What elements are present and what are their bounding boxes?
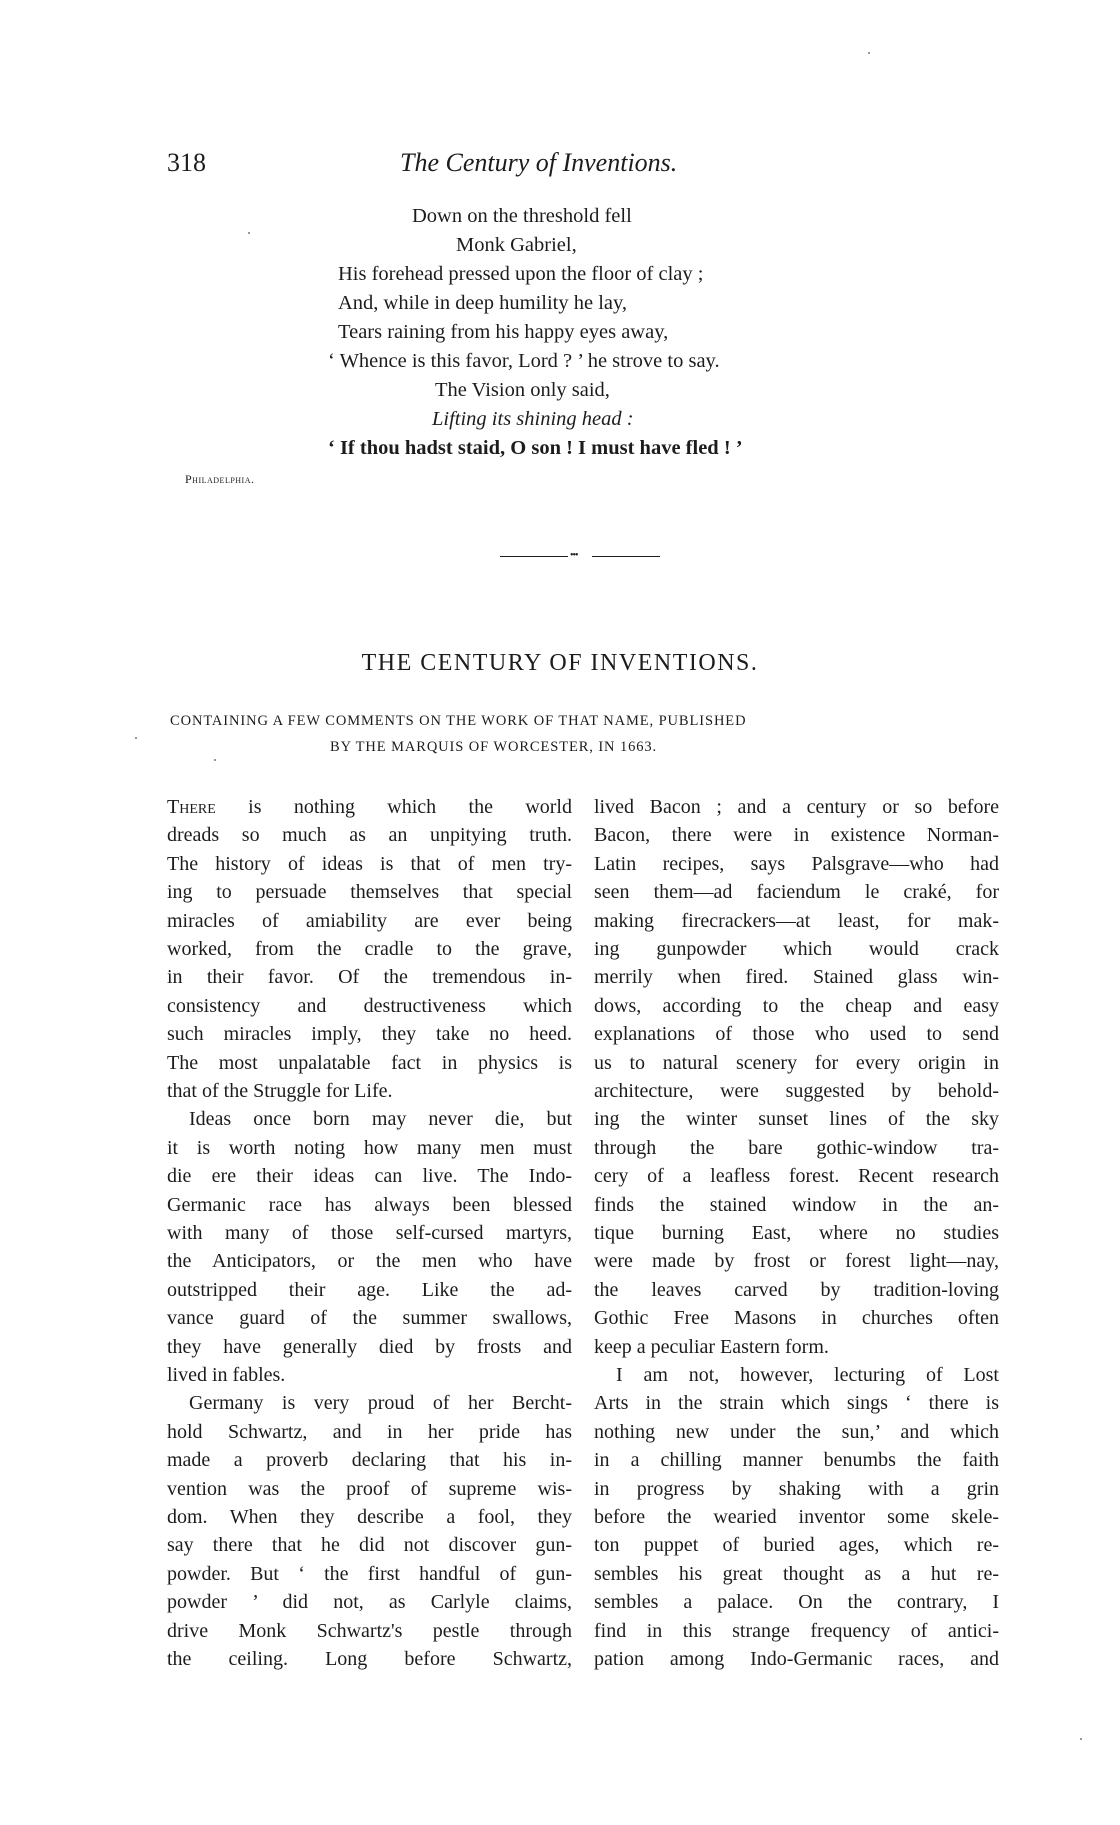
text-line: dom. When they describe a fool, they (167, 1506, 572, 1528)
text-line: through the bare gothic-window tra- (594, 1136, 999, 1159)
poem-line: Lifting its shining head : (432, 408, 634, 430)
poem-line: ‘ Whence is this favor, Lord ? ’ he strove to say. (328, 350, 720, 372)
text-line: Gothic Free Masons in churches often (594, 1307, 999, 1330)
text-line: The most unpalatable fact in physics is (167, 1051, 572, 1074)
text-line: dreads so much as an unpitying truth. (167, 824, 572, 847)
text-line: with many of those self-cursed martyrs, (167, 1222, 572, 1244)
text-line: lived in fables. (167, 1364, 286, 1386)
text-line: ing gunpowder which would crack (594, 938, 999, 960)
poem-line: And, while in deep humility he lay, (338, 292, 628, 314)
text-line: seen them—ad faciendum le craké, for (594, 881, 999, 904)
text-line: find in this strange frequency of antici- (594, 1619, 999, 1642)
text-line: tique burning East, where no studies (594, 1222, 999, 1244)
text-line: Arts in the strain which sings ‘ there is (594, 1392, 999, 1415)
text-line: merrily when fired. Stained glass win- (594, 966, 999, 989)
text-line: Latin recipes, says Palsgrave—who had (594, 852, 999, 875)
text-line: sembles a palace. On the contrary, I (594, 1591, 999, 1614)
text-line: The history of ideas is that of men try- (167, 852, 572, 875)
text-line: architecture, were suggested by behold- (594, 1080, 999, 1102)
text-line: ton puppet of buried ages, which re- (594, 1534, 999, 1557)
text-line: it is worth noting how many men must (167, 1136, 572, 1159)
subtitle-line: CONTAINING A FEW COMMENTS ON THE WORK OF THAT NAME, PUBLISHED (170, 713, 747, 729)
text-line: the leaves carved by tradition-loving (594, 1278, 999, 1301)
text-line: Ideas once born may never die, but (189, 1108, 572, 1131)
article-title: THE CENTURY OF INVENTIONS. (361, 650, 759, 676)
drop-word: There (167, 796, 216, 818)
text-line: Germany is very proud of her Bercht- (189, 1392, 572, 1415)
poem-line: Monk Gabriel, (456, 234, 577, 256)
page-number: 318 (167, 148, 206, 177)
text-line: dows, according to the cheap and easy (594, 994, 999, 1017)
text-line: hold Schwartz, and in her pride has (167, 1420, 572, 1443)
text-line: they have generally died by frosts and (167, 1335, 572, 1358)
text-line: vention was the proof of supreme wis- (167, 1477, 572, 1500)
text-line: vance guard of the summer swallows, (167, 1307, 572, 1330)
text-line: miracles of amiability are ever being (167, 909, 572, 932)
text-line: keep a peculiar Eastern form. (594, 1335, 829, 1358)
poem-line: Down on the threshold fell (412, 205, 632, 227)
text-line: say there that he did not discover gun- (167, 1534, 572, 1557)
poem-line: ‘ If thou hadst staid, O son ! I must have fled ! ’ (328, 437, 743, 459)
text-line: finds the stained window in the an- (594, 1193, 999, 1216)
text-line: such miracles imply, they take no heed. (167, 1023, 572, 1046)
poem-line: The Vision only said, (435, 379, 610, 401)
print-speck (214, 759, 216, 761)
text-line: Bacon, there were in existence Norman- (594, 824, 999, 847)
text-line: outstripped their age. Like the ad- (167, 1278, 572, 1301)
poem-line: Tears raining from his happy eyes away, (338, 321, 669, 343)
subtitle-line: BY THE MARQUIS OF WORCESTER, IN 1663. (330, 739, 658, 755)
text-line: ing to persuade themselves that special (167, 881, 572, 904)
text-line: pation among Indo-Germanic races, and (594, 1648, 999, 1670)
text-line: Germanic race has always been blessed (167, 1193, 572, 1216)
divider-dots: ••• (570, 550, 578, 561)
text-line: made a proverb declaring that his in- (167, 1449, 572, 1472)
divider-rule-left (500, 556, 568, 557)
text-line: explanations of those who used to send (594, 1023, 999, 1046)
text-line: us to natural scenery for every origin in (594, 1051, 999, 1074)
print-speck (135, 737, 137, 739)
print-speck (1080, 1738, 1082, 1740)
text-line: before the wearied inventor some skele- (594, 1506, 999, 1528)
text-line: making firecrackers—at least, for mak- (594, 909, 999, 932)
text-line: in progress by shaking with a grin (594, 1477, 999, 1500)
text-line: die ere their ideas can live. The Indo- (167, 1165, 572, 1188)
text-line: sembles his great thought as a hut re- (594, 1562, 999, 1585)
text-line: There is nothing which the world (167, 796, 572, 818)
divider-rule-right (592, 556, 660, 557)
text-line: in their favor. Of the tremendous in- (167, 966, 572, 989)
text-line: the Anticipators, or the men who have (167, 1250, 572, 1273)
text-line: worked, from the cradle to the grave, (167, 938, 572, 960)
text-line: drive Monk Schwartz's pestle through (167, 1619, 572, 1642)
text-line: I am not, however, lecturing of Lost (616, 1364, 999, 1386)
text-line: that of the Struggle for Life. (167, 1080, 393, 1102)
text-line: lived Bacon ; and a century or so before (594, 796, 999, 818)
text-line: powder ’ did not, as Carlyle claims, (167, 1591, 572, 1614)
text-line: were made by frost or forest light—nay, (594, 1250, 999, 1273)
text-line: ing the winter sunset lines of the sky (594, 1108, 999, 1131)
print-speck (248, 232, 250, 234)
text-line: in a chilling manner benumbs the faith (594, 1449, 999, 1472)
text-line: nothing new under the sun,’ and which (594, 1420, 999, 1443)
text-line: powder. But ‘ the first handful of gun- (167, 1562, 572, 1585)
text-line: consistency and destructiveness which (167, 994, 572, 1017)
running-title: The Century of Inventions. (400, 148, 678, 177)
print-speck (868, 52, 870, 54)
text-line: the ceiling. Long before Schwartz, (167, 1648, 572, 1670)
poem-line: His forehead pressed upon the floor of clay ; (338, 263, 704, 285)
poem-place: Philadelphia. (185, 472, 255, 486)
text-line: cery of a leafless forest. Recent research (594, 1165, 999, 1188)
section-divider (500, 550, 660, 562)
